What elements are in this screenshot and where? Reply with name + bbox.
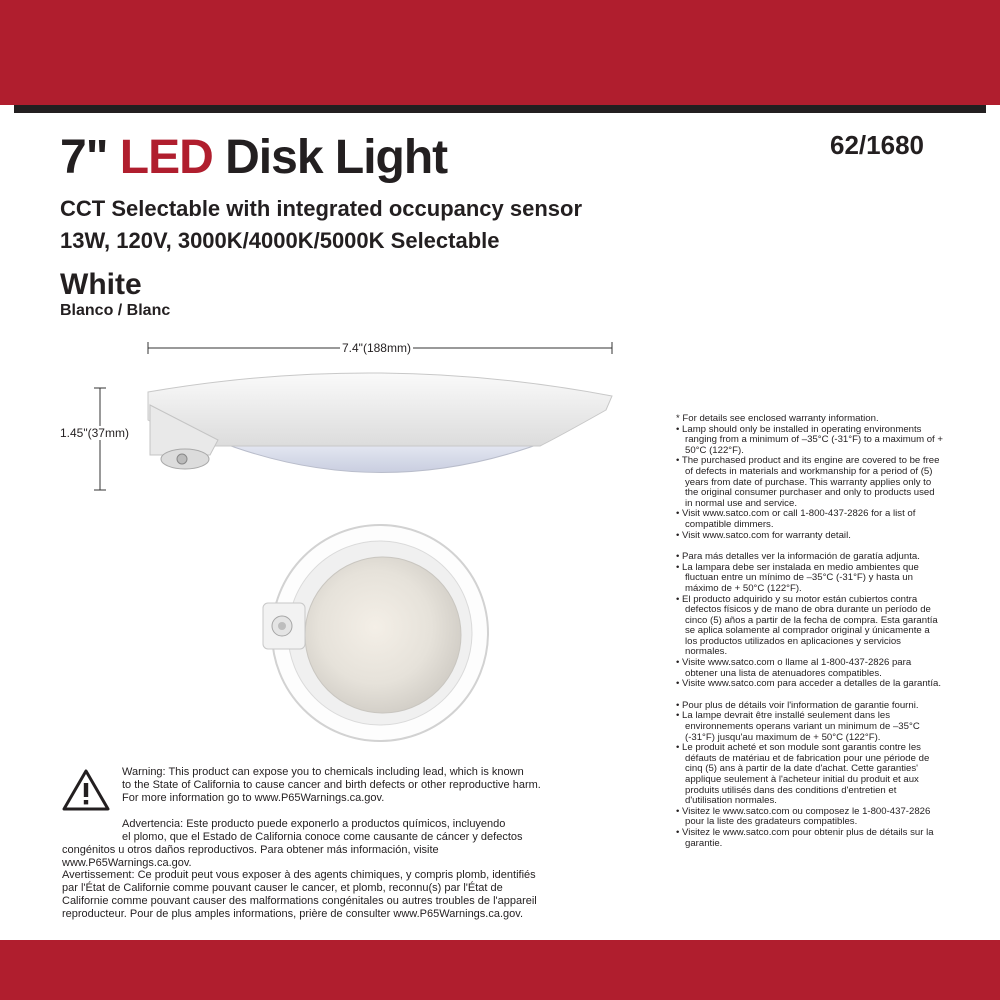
title-size: 7" [60, 131, 108, 184]
prop65-warning-english [122, 766, 541, 805]
product-subtitle-features: CCT Selectable with integrated occupancy sensor [60, 196, 583, 221]
warranty-item: • Visite www.satco.com para acceder a detalles de la garantía. [676, 678, 942, 690]
side-view-illustration [0, 330, 640, 510]
warranty-item: • Le produit acheté et son module sont garantis contre les défauts de matériau et de fabrication pour une période de cinq (5) ans à partir de la date d'achat. Cette garanties' applique seulement à l'acheteur initial du produit et aux produits utilisés dans des conditions d'entretien et d'utilisation normales. [676, 742, 930, 807]
warning-line: Avertissement: Ce produit peut vous exposer à des agents chimiques, y compris plomb, identifiés [62, 869, 536, 881]
warning-line: Californie comme pouvant causer des malformations congénitales ou autres troubles de l'appareil [62, 895, 537, 907]
warranty-item: • La lampara debe ser instalada en medio ambientes que fluctuan entre un mínimo de –35°C (-31°F) y hasta un máximo de + 50°C (122°F). [676, 561, 919, 594]
fixture-housing [148, 373, 612, 446]
warranty-text-column [676, 414, 944, 860]
sensor-lens-dot [278, 622, 286, 630]
warranty-item: • Visitez le www.satco.com pour obtenir plus de détails sur la garantie. [676, 826, 934, 849]
product-title [60, 130, 447, 186]
warranty-item: • Para más detalles ver la información de garatía adjunta. [676, 551, 920, 563]
title-product-name: Disk Light [225, 131, 448, 184]
bottom-red-band [0, 940, 1000, 1000]
warranty-item: • Visit www.satco.com or call 1-800-437-2826 for a list of compatible dimmers. [676, 508, 916, 530]
front-lens [305, 557, 461, 713]
warranty-item: • Pour plus de détails voir l'information de garantie fourni. [676, 699, 919, 711]
height-dimension-label: 1.45"(37mm) [60, 426, 129, 440]
prop65-warning-spanish-indented [122, 818, 523, 844]
warranty-item: • The purchased product and its engine are covered to be free of defects in materials and workmanship for a period of (5) years from date of purchase. This warranty applies only to the original consumer purchaser and only to products used in normal use and service. [676, 455, 940, 509]
warning-line: For more information go to www.P65Warnings.ca.gov. [122, 792, 385, 804]
prop65-warning-spanish-full [62, 844, 439, 870]
top-dark-rule [14, 105, 986, 113]
warranty-spanish [676, 552, 944, 690]
sensor-dot-icon [177, 454, 187, 464]
warning-line: par l'État de Californie comme pouvant causer le cancer, et plomb, reconnu(s) par l'État de [62, 882, 503, 894]
warning-line: congénitos u otros daños reproductivos. Para obtener más información, visite [62, 844, 439, 856]
prop65-warning-french [62, 869, 537, 921]
finish-color-translation: Blanco / Blanc [60, 302, 171, 319]
product-subtitle-specs: 13W, 120V, 3000K/4000K/5000K Selectable [60, 228, 500, 253]
warning-line: www.P65Warnings.ca.gov. [62, 857, 192, 869]
warranty-item: * For details see enclosed warranty information. [676, 413, 879, 424]
finish-color-name: White [60, 268, 142, 301]
warning-line: to the State of California to cause cancer and birth defects or other reproductive harm. [122, 779, 541, 791]
title-led-accent: LED [119, 131, 213, 184]
warranty-english [676, 414, 944, 541]
warning-line: el plomo, que el Estado de California conoce come causante de cáncer y defectos [122, 831, 523, 843]
warranty-item: • Visitez le www.satco.com ou composez le 1-800-437-2826 pour la liste des gradateurs compatibles. [676, 805, 931, 828]
warning-line: Warning: This product can expose you to chemicals including lead, which is known [122, 766, 524, 778]
warning-line: reproducteur. Pour de plus amples informations, prière de consulter www.P65Warnings.ca.gov. [62, 908, 524, 920]
warning-triangle-icon [62, 768, 110, 812]
warranty-item: • Lamp should only be installed in operating environments ranging from a minimum of –35°C (-31°F) to a maximum of + 50°C (122°F). [676, 423, 943, 456]
product-sku: 62/1680 [830, 130, 924, 160]
warranty-item: • Visite www.satco.com o llame al 1-800-437-2826 para obtener una lista de atenuadores compatibles. [676, 657, 912, 679]
warning-line: Advertencia: Este producto puede exponerlo a productos químicos, incluyendo [122, 818, 506, 830]
warranty-item: • El producto adquirido y su motor están cubiertos contra defectos físicos y de mano de obra durante un período de cinco (5) años a partir de la fecha de compra. Esta garantía se aplica solamente al comprador original y únicamente a los productos utilizados en aplicaciones y servicios normales. [676, 593, 938, 658]
width-dimension-label: 7.4"(188mm) [342, 341, 411, 355]
warranty-french [676, 701, 944, 849]
top-red-band [0, 0, 1000, 105]
warranty-item: • La lampe devrait être installé seulement dans les environnements operans variant un minimum de –35°C (-31°F) jusqu'au maximum de + 50°C (122°F). [676, 710, 920, 743]
warranty-item: • Visit www.satco.com for warranty detail. [676, 529, 851, 541]
front-view-illustration [255, 515, 505, 755]
